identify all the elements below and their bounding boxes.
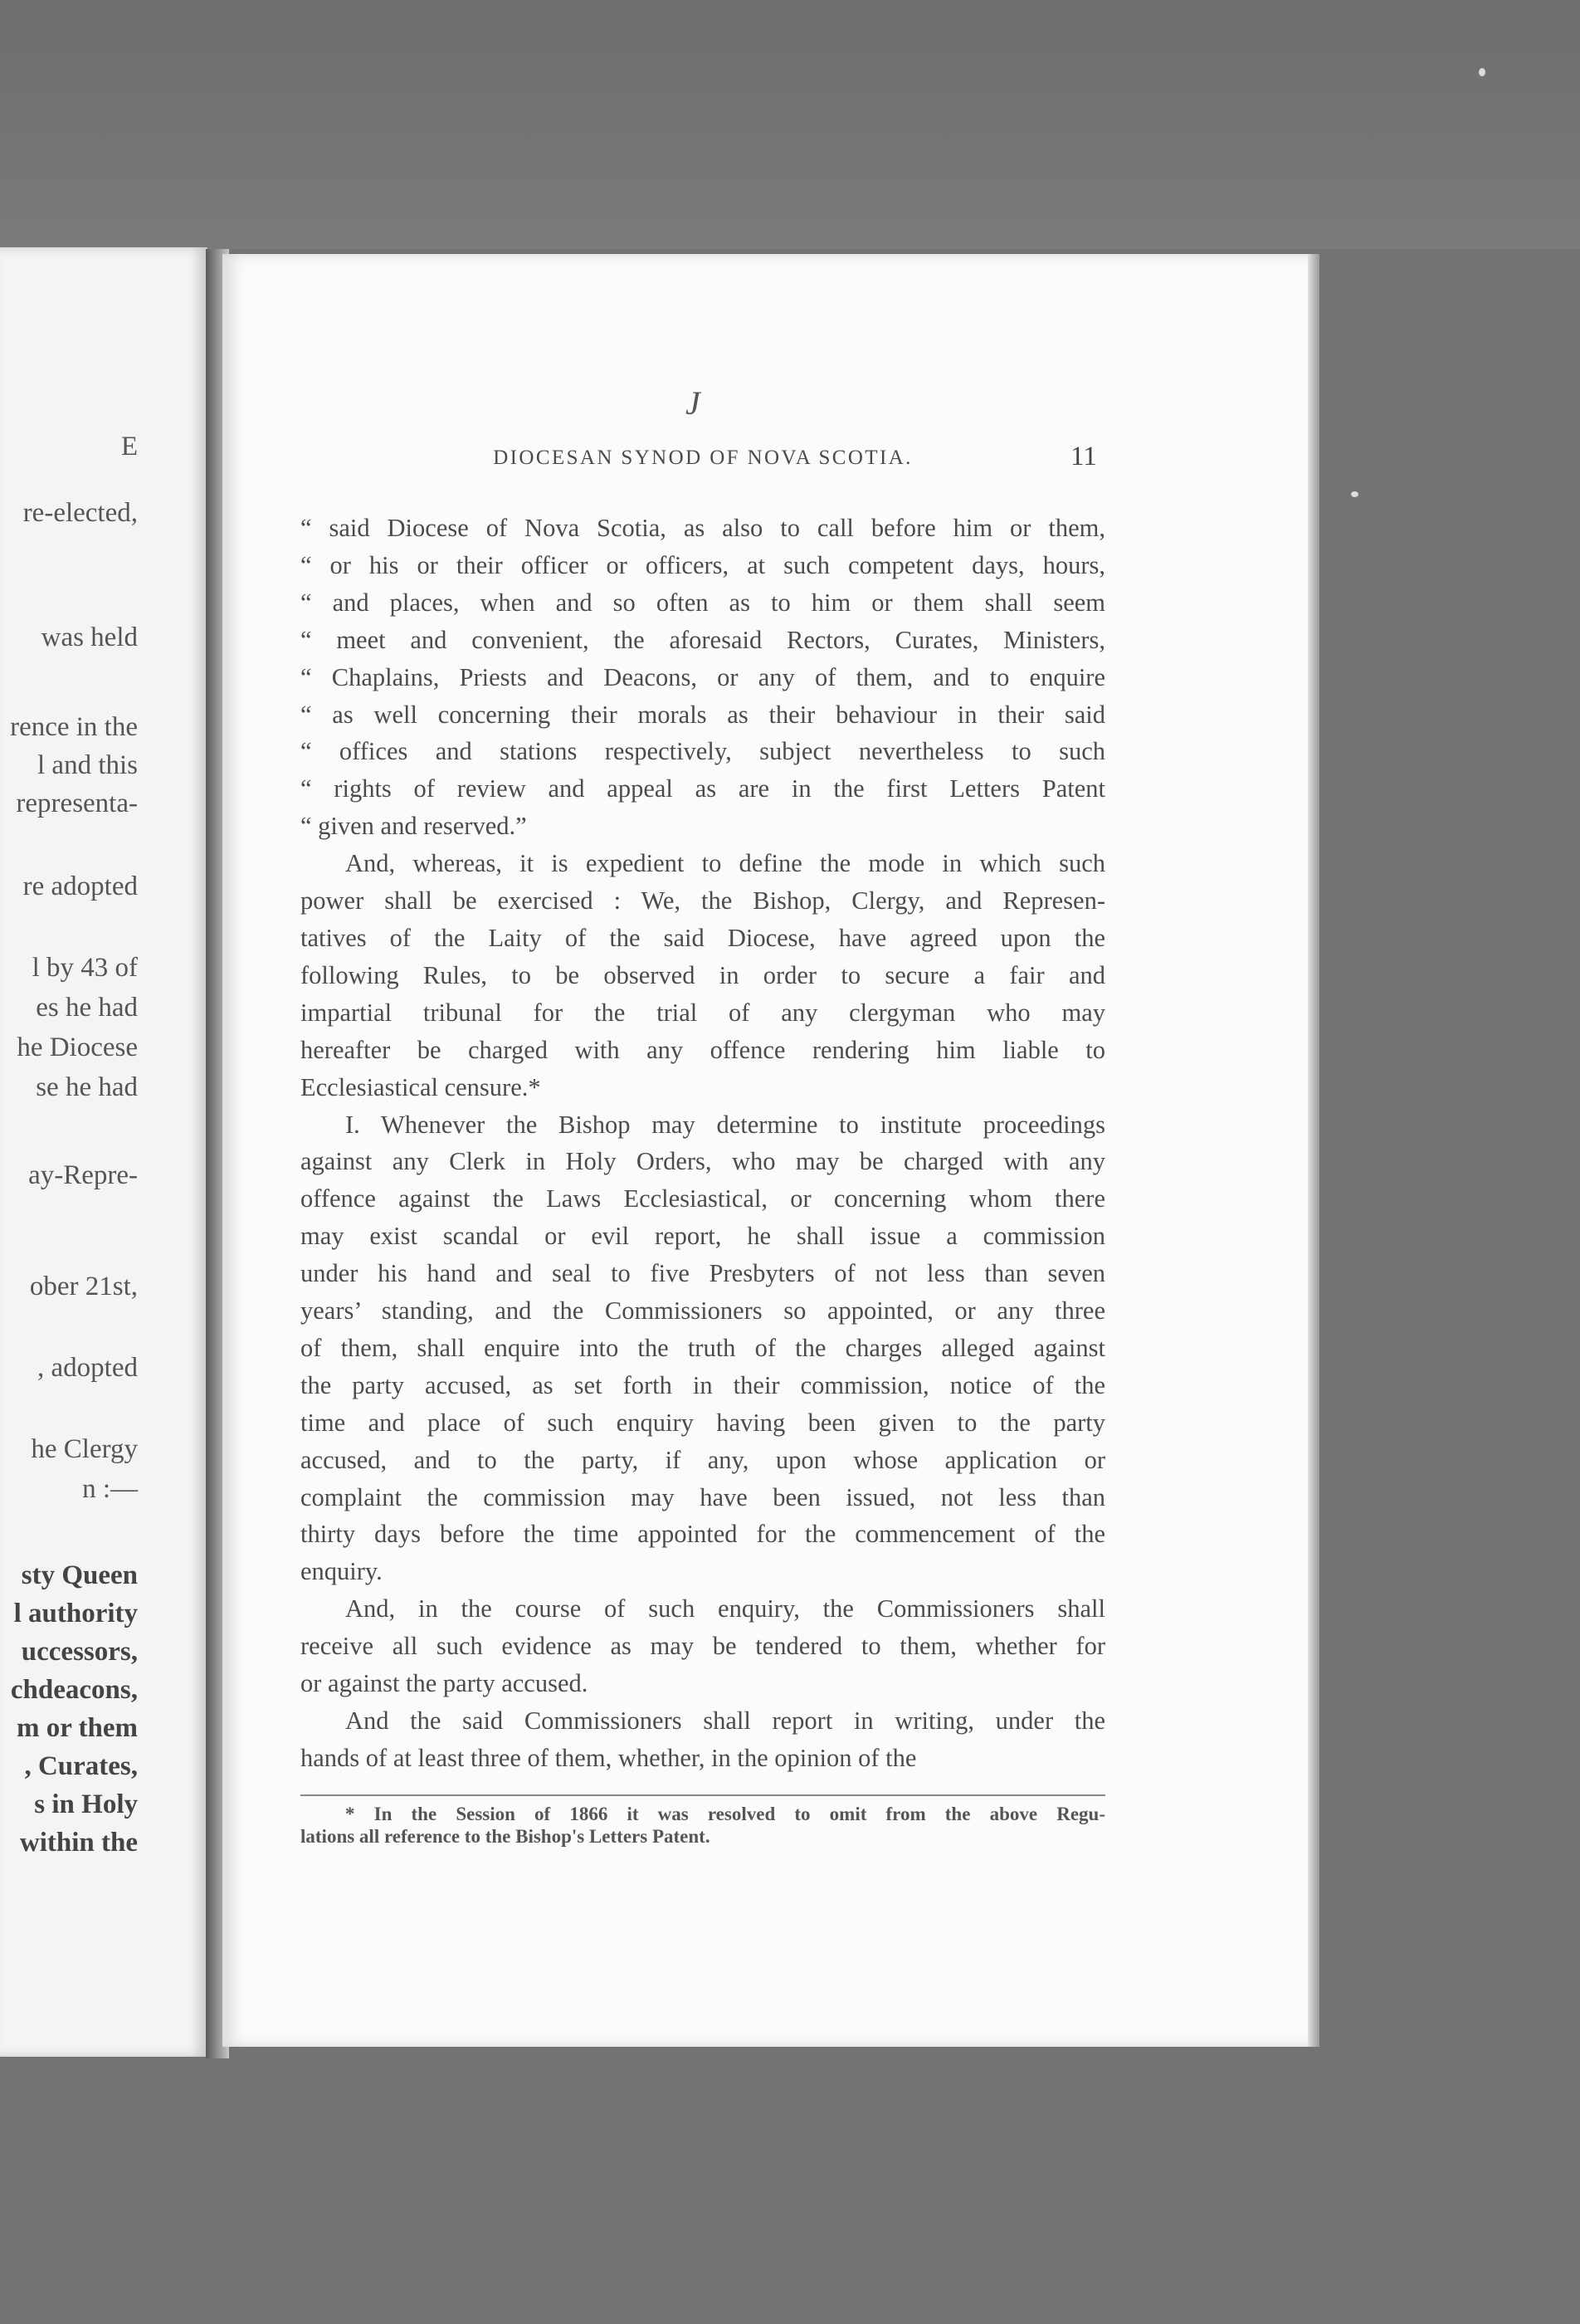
quote-paragraph — [300, 510, 1105, 845]
text-line: And, whereas, it is expedient to define the mode in which such — [345, 849, 1105, 878]
left-page-line: he Diocese — [17, 1033, 138, 1062]
text-line: following Rules, to be observed in order to secure a fair and — [300, 960, 1105, 989]
left-page-line: n :— — [82, 1474, 138, 1504]
left-page-line: m or them — [16, 1713, 138, 1743]
text-line: accused, and to the party, if any, upon whose application or — [300, 1445, 1105, 1474]
text-line: the party accused, as set forth in their commission, notice of the — [300, 1370, 1105, 1399]
text-line: against any Clerk in Holy Orders, who may be charged with any — [300, 1147, 1105, 1176]
body-text — [300, 510, 1105, 1777]
text-line: impartial tribunal for the trial of any clergyman who may — [300, 998, 1105, 1027]
page-number: 11 — [1070, 442, 1097, 471]
footnote-line: lations all reference to the Bishop's Letters Patent. — [300, 1826, 710, 1847]
course-paragraph — [300, 1590, 1105, 1702]
left-page-line: ay-Repre- — [28, 1160, 138, 1190]
text-line: “ said Diocese of Nova Scotia, as also to call before him or them, — [300, 514, 1105, 542]
text-line: offence against the Laws Ecclesiastical, or concerning whom there — [300, 1184, 1105, 1213]
footnote-rule — [300, 1794, 1105, 1796]
text-line: “ rights of review and appeal as are in the first Letters Patent — [300, 774, 1105, 803]
text-line: may exist scandal or evil report, he shall issue a commission — [300, 1222, 1105, 1251]
left-page-line: l authority — [13, 1599, 138, 1628]
left-page-line: , adopted — [37, 1353, 138, 1383]
whereas-paragraph — [300, 845, 1105, 1106]
text-line: hereafter be charged with any offence rendering him liable to — [300, 1035, 1105, 1064]
footnote-line: * In the Session of 1866 it was resolved to omit from the above Regu- — [345, 1804, 1105, 1824]
text-line: thirty days before the time appointed for the commencement of the — [300, 1520, 1105, 1549]
text-line: “ or his or their officer or officers, at such competent days, hours, — [300, 550, 1105, 579]
text-line: under his hand and seal to five Presbyters of not less than seven — [300, 1259, 1105, 1288]
text-line: time and place of such enquiry having been given to the party — [300, 1408, 1105, 1437]
left-page-line: se he had — [36, 1072, 138, 1102]
left-page-line: l and this — [37, 750, 138, 780]
text-line: power shall be exercised : We, the Bishop, Clergy, and Represen- — [300, 886, 1105, 915]
text-line: of them, shall enquire into the truth of the charges alleged against — [300, 1333, 1105, 1362]
dust-speck — [1479, 68, 1485, 76]
handwritten-mark: J — [685, 384, 700, 422]
left-page-line: sty Queen — [21, 1560, 138, 1590]
left-page-line: chdeacons, — [10, 1675, 138, 1705]
text-line: Ecclesiastical censure.* — [300, 1072, 541, 1101]
footnote — [300, 1803, 1105, 1848]
left-page-line: , Curates, — [24, 1751, 138, 1781]
left-page-line: uccessors, — [21, 1637, 138, 1667]
text-line: “ as well concerning their morals as their behaviour in their said — [300, 700, 1105, 729]
text-line: hands of at least three of them, whether, in the opinion of the — [300, 1743, 917, 1772]
text-line: years’ standing, and the Commissioners so appointed, or any three — [300, 1296, 1105, 1326]
left-page-line: was held — [41, 622, 138, 652]
left-page-line: re-elected, — [22, 498, 138, 528]
right-page-edge — [1308, 254, 1319, 2047]
text-line: “ meet and convenient, the aforesaid Rectors, Curates, Ministers, — [300, 625, 1105, 654]
text-line: tatives of the Laity of the said Diocese, have agreed upon the — [300, 923, 1105, 952]
text-line: “ given and reserved.” — [300, 812, 527, 841]
report-paragraph — [300, 1702, 1105, 1777]
text-line: complaint the commission may have been issued, not less than — [300, 1482, 1105, 1511]
text-line: receive all such evidence as may be tendered to them, whether for — [300, 1632, 1105, 1661]
text-line: And the said Commissioners shall report in writing, under the — [345, 1706, 1105, 1735]
left-page-line: re adopted — [22, 872, 138, 901]
running-head: DIOCESAN SYNOD OF NOVA SCOTIA. — [493, 447, 913, 469]
dust-speck — [1351, 491, 1358, 497]
rule-one-paragraph — [300, 1106, 1105, 1591]
left-page-line: ober 21st, — [29, 1272, 138, 1301]
left-page-line: l by 43 of — [32, 953, 138, 983]
text-line: And, in the course of such enquiry, the Commissioners shall — [345, 1594, 1105, 1623]
text-line: I. Whenever the Bishop may determine to institute proceedings — [345, 1110, 1105, 1139]
text-line: “ offices and stations respectively, subject nevertheless to such — [300, 737, 1105, 766]
left-page-line: within the — [19, 1828, 138, 1858]
scanner-background — [0, 0, 1580, 249]
left-page-line: representa- — [16, 788, 138, 818]
left-page-line: s in Holy — [34, 1789, 138, 1819]
left-page-fragment — [0, 247, 207, 2057]
text-line: “ and places, when and so often as to him or them shall seem — [300, 588, 1105, 617]
left-page-line: E — [120, 432, 138, 461]
left-page-line: rence in the — [10, 712, 138, 742]
text-line: enquiry. — [300, 1557, 383, 1586]
text-line: “ Chaplains, Priests and Deacons, or any of them, and to enquire — [300, 662, 1105, 691]
text-line: or against the party accused. — [300, 1669, 588, 1698]
left-page-line: es he had — [36, 993, 138, 1023]
left-page-line: he Clergy — [31, 1434, 138, 1464]
